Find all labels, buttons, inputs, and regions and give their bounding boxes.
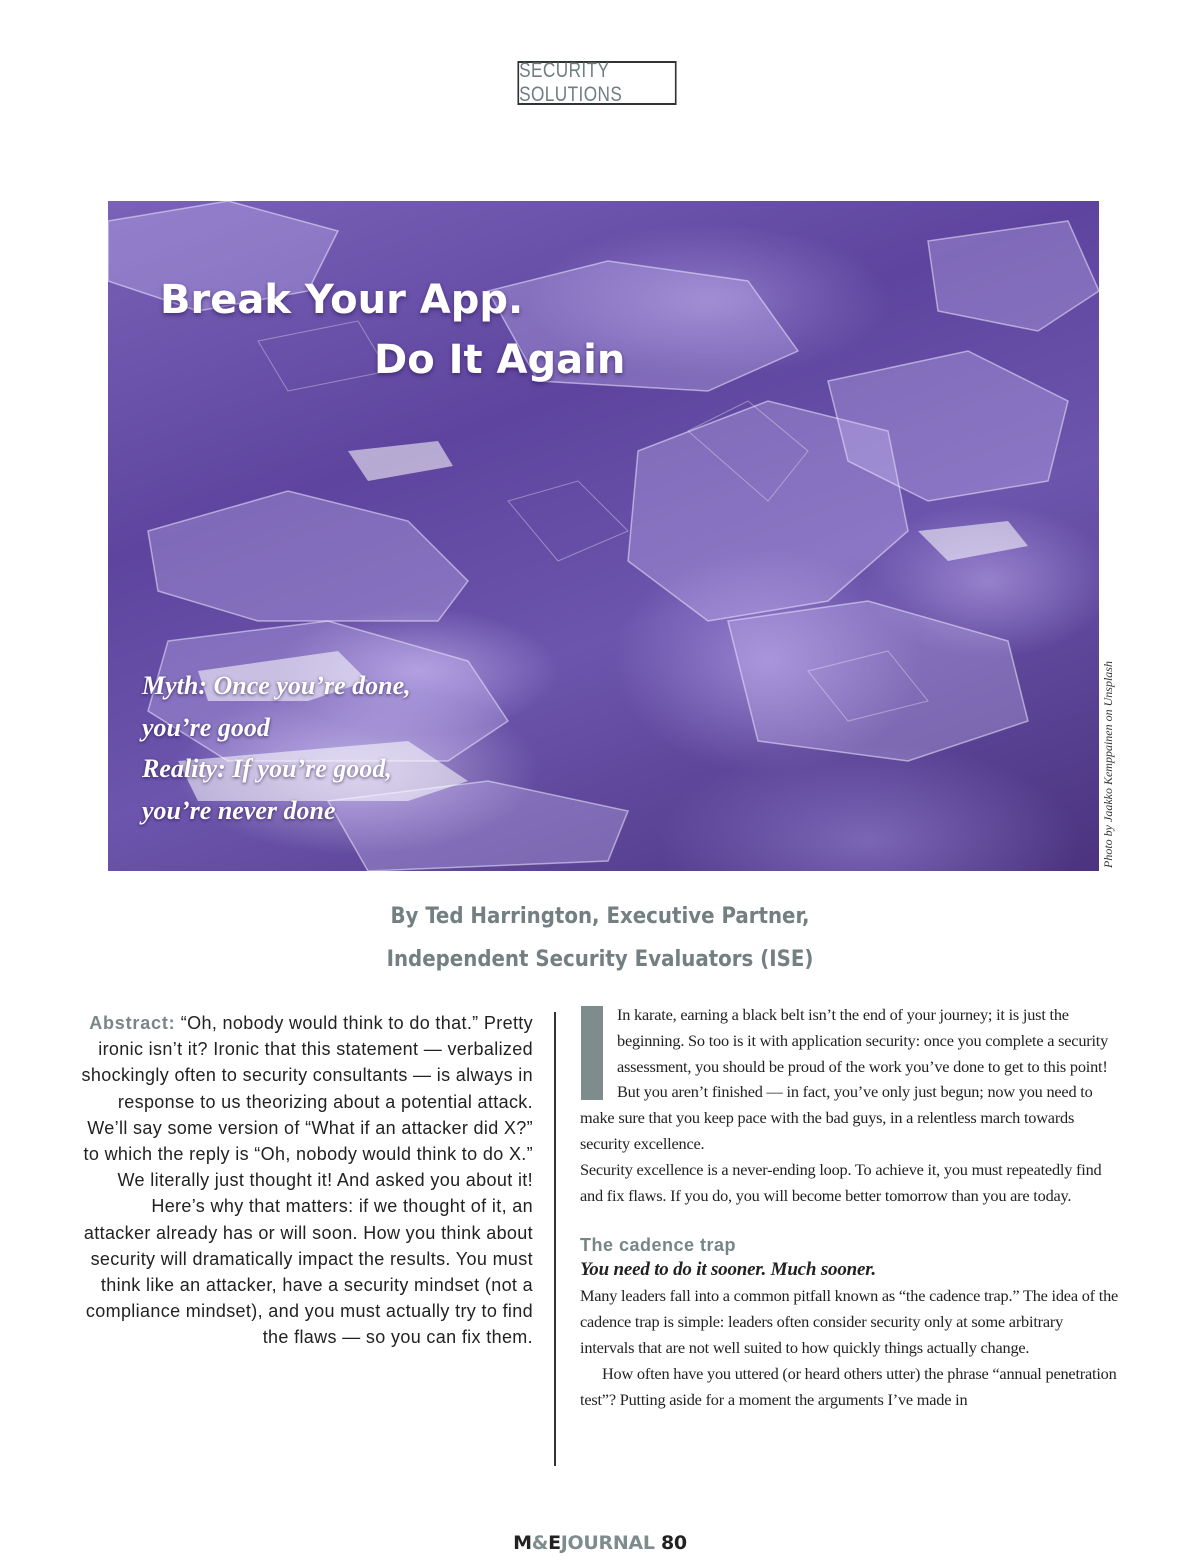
footer-brand-journal: JOURNAL bbox=[560, 1532, 655, 1554]
article-paragraph: Security excellence is a never-ending loop. To achieve it, you must repeatedly find and fix flaws. If you do, you will become better tomorrow than you are today. bbox=[580, 1159, 1102, 1205]
section-heading: The cadence trap bbox=[580, 1235, 737, 1256]
article-paragraph: Many leaders fall into a common pitfall known as “the cadence trap.” The idea of the cadence trap is simple: leaders often consider security only at some arbitrary intervals that are not well suited to how quickly things actually change. bbox=[580, 1286, 1119, 1357]
article-paragraph: How often have you uttered (or heard others utter) the phrase “annual penetration test”? Putting aside for a moment the arguments I’ve made in bbox=[580, 1363, 1117, 1409]
hero-image bbox=[108, 201, 1099, 871]
page-number: 80 bbox=[660, 1532, 687, 1554]
section-label: SECURITY SOLUTIONS bbox=[517, 61, 676, 105]
footer-brand-m: M bbox=[513, 1532, 532, 1554]
footer-brand-amp: & bbox=[531, 1532, 549, 1554]
byline-author: By Ted Harrington, Executive Partner, bbox=[390, 904, 810, 929]
drop-cap-bar bbox=[581, 1006, 603, 1100]
photo-credit: Photo by Jaakko Kemppainen on Unsplash bbox=[1101, 661, 1115, 868]
myth-line: you’re never done bbox=[142, 795, 336, 825]
page-footer bbox=[400, 1532, 800, 1554]
abstract-label: Abstract: bbox=[89, 1013, 176, 1033]
column-divider bbox=[554, 1012, 556, 1466]
myth-line: you’re good bbox=[142, 712, 270, 742]
myth-line: Myth: Once you’re done, bbox=[142, 671, 411, 700]
abstract bbox=[80, 1010, 533, 1351]
section-subheading: You need to do it sooner. Much sooner. bbox=[580, 1259, 876, 1281]
abstract-text: “Oh, nobody would think to do that.” Pretty ironic isn’t it? Ironic that this statement — verbalized shockingly often to security consultants — is always in response to us theorizing about a potential attack. We’ll say some version of “What if an attacker did X?” to which the reply is “Oh, nobody would think to do X.” We literally just thought it! And asked you about it! Here’s why that matters: if we thought of it, an attacker already has or will soon. How you think about security will dramatically impact the results. You must think like an attacker, have a security mindset (not a compliance mindset), and you must actually try to find the flaws — so you can fix them. bbox=[81, 1013, 533, 1348]
article-paragraph: In karate, earning a black belt isn’t the end of your journey; it is just the beginning. So too is it with application security: once you complete a security assessment, you should be proud of the work you’ve done to get to this point! But you aren’t finished — in fact, you’ve only just begun; now you need to make sure that you keep pace with the bad guys, in a relentless march towards security excellence. bbox=[580, 1005, 1109, 1153]
myth-line: Reality: If you’re good, bbox=[142, 754, 392, 783]
myth-reality-callout bbox=[142, 665, 542, 831]
byline-organization: Independent Security Evaluators (ISE) bbox=[386, 947, 814, 972]
article-body bbox=[580, 1002, 1120, 1412]
hero-title-line1: Break Your App. bbox=[160, 277, 524, 323]
footer-brand-e: E bbox=[548, 1532, 561, 1554]
hero-title-line2: Do It Again bbox=[374, 337, 626, 383]
